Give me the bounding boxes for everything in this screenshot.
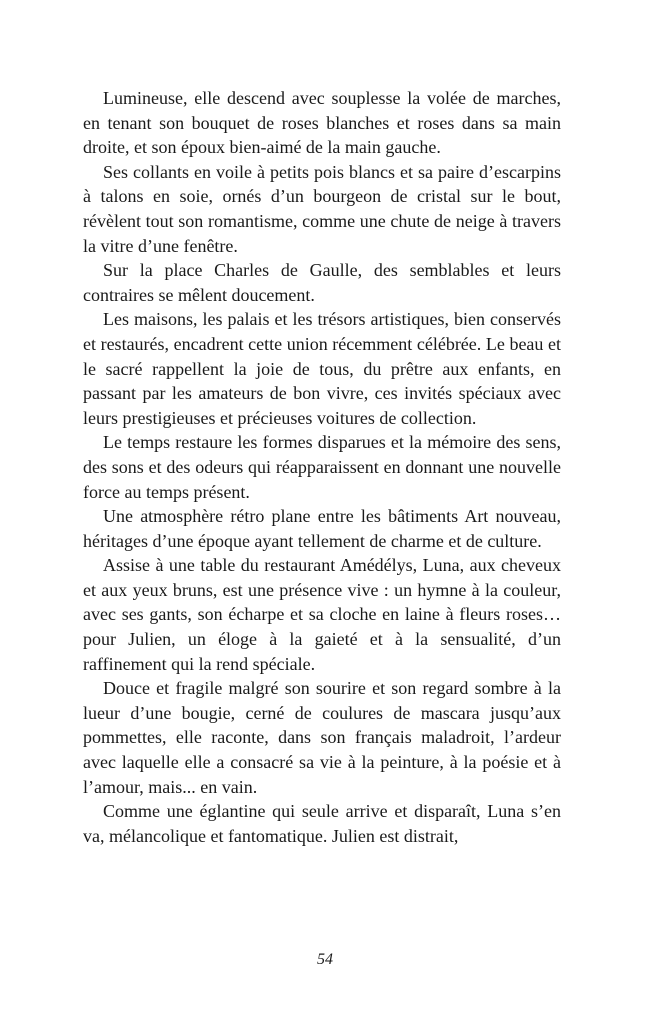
paragraph: Douce et fragile malgré son sourire et son regard sombre à la lueur d’une bougie, cerné de coulures de mascara jusqu’aux pommettes, elle raconte, dans son français maladroit, l’ardeur avec laquelle elle a consacré sa vie à la peinture, à la poésie et à l’amour, mais... en vain. — [83, 678, 561, 797]
paragraph: Assise à une table du restaurant Amédélys, Luna, aux cheveux et aux yeux bruns, est une présence vive : un hymne à la couleur, avec ses gants, son écharpe et sa cloche en laine à fleurs roses… pour Julien, un éloge à la gaieté et à la sensualité, d’un raffinement qui la rend spéciale. — [83, 555, 561, 674]
paragraph: Sur la place Charles de Gaulle, des semblables et leurs contraires se mêlent doucement. — [83, 260, 561, 305]
paragraph: Une atmosphère rétro plane entre les bâtiments Art nouveau, héritages d’une époque ayant tellement de charme et de culture. — [83, 506, 561, 551]
body-text — [83, 86, 561, 848]
paragraph: Comme une églantine qui seule arrive et disparaît, Luna s’en va, mélancolique et fantomatique. Julien est distrait, — [83, 801, 561, 846]
page-number: 54 — [317, 951, 333, 968]
paragraph: Les maisons, les palais et les trésors artistiques, bien conservés et restaurés, encadrent cette union récemment célébrée. Le beau et le sacré rappellent la joie de tous, du prêtre aux enfants, en passant par les amateurs de bon vivre, ces invités spéciaux avec leurs prestigieuses et précieuses voitures de collection. — [83, 309, 561, 428]
paragraph: Le temps restaure les formes disparues et la mémoire des sens, des sons et des odeurs qui réapparaissent en donnant une nouvelle force au temps présent. — [83, 432, 561, 502]
paragraph: Ses collants en voile à petits pois blancs et sa paire d’escarpins à talons en soie, ornés d’un bourgeon de cristal sur le bout, révèlent tout son romantisme, comme une chute de neige à travers la vitre d’une fenêtre. — [83, 161, 561, 256]
paragraph: Lumineuse, elle descend avec souplesse la volée de marches, en tenant son bouquet de roses blanches et roses dans sa main droite, et son époux bien-aimé de la main gauche. — [83, 88, 561, 158]
